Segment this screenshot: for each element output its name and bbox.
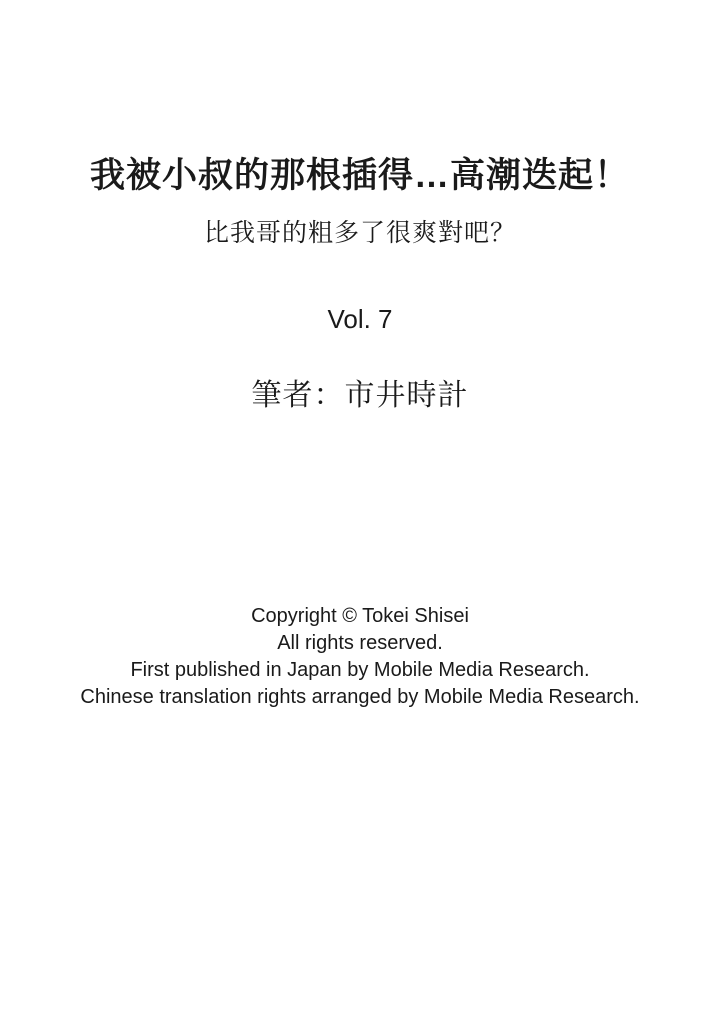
copyright-line: Chinese translation rights arranged by Mobile Media Research.	[80, 686, 640, 708]
volume-number: Vol. 7	[327, 304, 393, 334]
series-title: 我被小叔的那根插得…高潮迭起！	[89, 156, 630, 195]
copyright-line: Copyright © Tokei Shisei	[251, 605, 469, 627]
series-subtitle: 比我哥的粗多了很爽對吧？	[203, 219, 516, 247]
copyright-line: All rights reserved.	[277, 632, 443, 654]
copyright-block	[0, 603, 720, 711]
author-credit: 筆者：市井時計	[251, 379, 469, 412]
copyright-line: First published in Japan by Mobile Media Research.	[130, 659, 590, 681]
